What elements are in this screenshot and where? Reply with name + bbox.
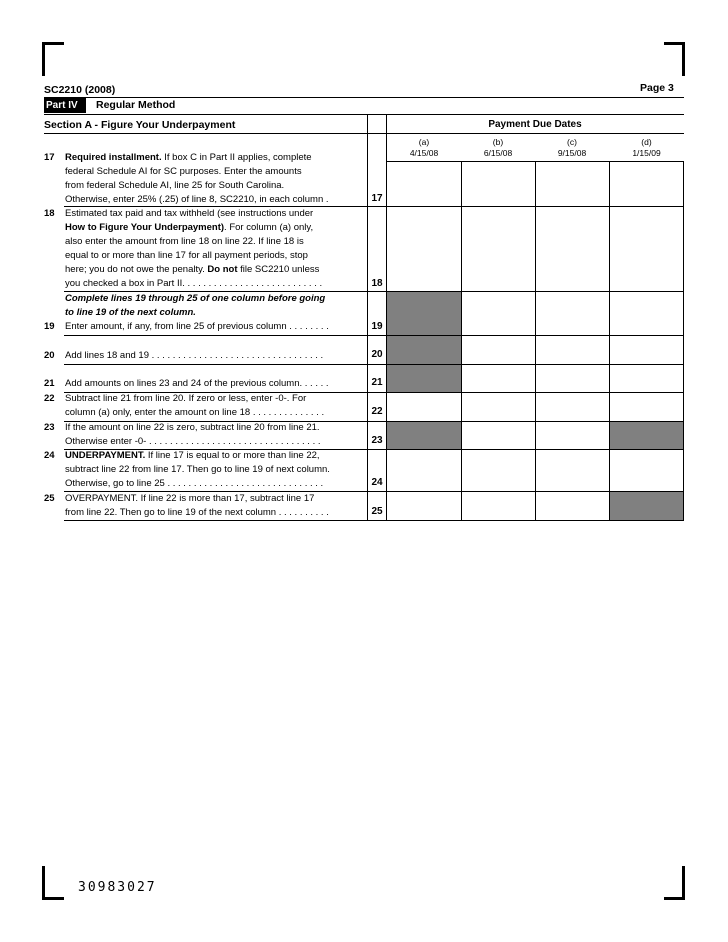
line-24-col-b[interactable]: [461, 449, 536, 492]
box-number: 24: [371, 477, 383, 488]
line-18-col-b[interactable]: [461, 206, 536, 292]
line-20-col-a-shaded: [386, 335, 462, 365]
line-number: 25: [44, 493, 55, 504]
column-header-c: [535, 137, 609, 159]
column-date: 9/15/08: [557, 148, 587, 158]
line-18-col-d[interactable]: [609, 206, 684, 292]
line-21-col-a-shaded: [386, 364, 462, 393]
line-18-text-5a: here; you do not owe the penalty.: [65, 264, 208, 275]
row-rule: [64, 364, 387, 365]
payment-due-dates-label: Payment Due Dates: [488, 119, 582, 130]
line-number: 17: [44, 152, 55, 163]
line-19-col-a-shaded: [386, 291, 462, 336]
line-18-bold-5: Do not: [207, 264, 238, 275]
line-18-text-1: Estimated tax paid and tax withheld (see instructions under: [65, 208, 314, 219]
line-18-text-6: you checked a box in Part II. . . . . . . . . . . . . . . . . . . . . . . . . . .: [65, 278, 323, 289]
line-23-col-d-shaded: [609, 421, 684, 450]
line-24-col-a[interactable]: [386, 449, 462, 492]
row-rule: [64, 335, 387, 336]
line-number: 21: [44, 378, 55, 389]
line-18-text-3: also enter the amount from line 18 on line 22. If line 18 is: [65, 236, 304, 247]
line-number: 19: [44, 321, 55, 332]
column-date: 4/15/08: [409, 148, 439, 158]
line-18-bold-2: How to Figure Your Underpayment): [65, 222, 225, 233]
line-24-col-d[interactable]: [609, 449, 684, 492]
note-line-1: Complete lines 19 through 25 of one column before going: [65, 293, 326, 304]
line-25-text-1: OVERPAYMENT. If line 22 is more than 17, subtract line 17: [65, 493, 315, 504]
line-18-text: [65, 207, 365, 291]
box-column-left-rule: [367, 114, 368, 521]
line-23-col-c[interactable]: [535, 421, 610, 450]
line-18-col-c[interactable]: [535, 206, 610, 292]
crop-mark-top-right: [682, 42, 685, 76]
line-21-col-c[interactable]: [535, 364, 610, 393]
column-header-a: [387, 137, 461, 159]
section-rule: [44, 133, 684, 134]
line-17-col-b[interactable]: [461, 161, 536, 207]
line-25-col-a[interactable]: [386, 491, 462, 521]
form-id: SC2210 (2008): [44, 84, 116, 96]
crop-mark-top-left: [42, 42, 45, 76]
box-number: 21: [371, 377, 383, 388]
column-letter: (b): [492, 137, 504, 147]
header-rule: [44, 97, 684, 98]
column-date: 1/15/09: [632, 148, 661, 158]
line-24-text-3: Otherwise, go to line 25 . . . . . . . . . . . . . . . . . . . . . . . . . . . . . .: [65, 478, 324, 489]
line-17-text-4: Otherwise, enter 25% (.25) of line 8, SC2210, in each column .: [65, 194, 329, 205]
line-20-text-1: Add lines 18 and 19 . . . . . . . . . . . . . . . . . . . . . . . . . . . . . . . . .: [65, 350, 324, 361]
box-number: 19: [371, 321, 383, 332]
line-20-col-b[interactable]: [461, 335, 536, 365]
line-25-col-b[interactable]: [461, 491, 536, 521]
crop-mark-bottom-left: [42, 897, 64, 900]
line-17-text: [65, 151, 365, 207]
line-23-col-a-shaded: [386, 421, 462, 450]
line-19-col-b[interactable]: [461, 291, 536, 336]
line-number: 18: [44, 208, 55, 219]
line-22-col-b[interactable]: [461, 392, 536, 422]
line-21-text: [65, 377, 365, 391]
crop-mark-bottom-right: [682, 866, 685, 900]
line-25-col-c[interactable]: [535, 491, 610, 521]
box-number: 25: [371, 506, 383, 517]
line-19-col-c[interactable]: [535, 291, 610, 336]
page-label: Page 3: [640, 82, 674, 94]
line-17-text-3: from federal Schedule AI, line 25 for South Carolina.: [65, 180, 285, 191]
line-17-title: Required installment.: [65, 152, 162, 163]
line-20-text: [65, 349, 365, 363]
line-19-text: [65, 320, 365, 334]
line-22-text-2: column (a) only, enter the amount on line 18 . . . . . . . . . . . . . .: [65, 407, 325, 418]
line-25-text: [65, 492, 365, 520]
line-22-col-d[interactable]: [609, 392, 684, 422]
box-number: 23: [371, 435, 383, 446]
line-22-col-c[interactable]: [535, 392, 610, 422]
column-instruction-note: [65, 292, 365, 320]
line-17-col-d[interactable]: [609, 161, 684, 207]
column-letter: (d): [641, 137, 652, 147]
line-22-text-1: Subtract line 21 from line 20. If zero or less, enter -0-. For: [65, 393, 307, 404]
column-header-d: [609, 137, 684, 159]
line-24-text: [65, 449, 365, 491]
crop-mark-bottom-left: [42, 866, 45, 900]
crop-mark-bottom-right: [664, 897, 685, 900]
section-title: Section A - Figure Your Underpayment: [44, 119, 236, 131]
line-17-col-a[interactable]: [386, 161, 462, 207]
line-23-text: [65, 421, 365, 449]
line-22-text: [65, 392, 365, 420]
line-19-col-d[interactable]: [609, 291, 684, 336]
line-24-text-1: If line 17 is equal to or more than line 22,: [145, 450, 320, 461]
line-23-text-2: Otherwise enter -0- . . . . . . . . . . . . . . . . . . . . . . . . . . . . . . . . .: [65, 436, 321, 447]
line-24-bold-1: UNDERPAYMENT.: [65, 450, 146, 461]
box-number: 22: [371, 406, 383, 417]
line-21-col-b[interactable]: [461, 364, 536, 393]
box-number: 18: [371, 278, 383, 289]
line-22-col-a[interactable]: [386, 392, 462, 422]
line-number: 22: [44, 393, 55, 404]
crop-mark-top-right: [664, 42, 685, 45]
line-25-text-2: from line 22. Then go to line 19 of the next column . . . . . . . . . .: [65, 507, 329, 518]
line-17-text-1: If box C in Part II applies, complete: [161, 152, 312, 163]
box-number: 17: [371, 193, 383, 204]
part-badge: Part IV: [44, 98, 86, 113]
line-20-col-d[interactable]: [609, 335, 684, 365]
line-17-col-c[interactable]: [535, 161, 610, 207]
line-23-text-1: If the amount on line 22 is zero, subtract line 20 from line 21.: [65, 422, 320, 433]
column-header-b: [461, 137, 535, 159]
line-21-col-d[interactable]: [609, 364, 684, 393]
line-24-col-c[interactable]: [535, 449, 610, 492]
line-18-text-4: equal to or more than line 17 for all payment periods, stop: [65, 250, 308, 261]
line-18-col-a[interactable]: [386, 206, 462, 292]
line-18-text-5b: file SC2210 unless: [237, 264, 320, 275]
barcode-number: 30983027: [78, 880, 157, 895]
column-date: 6/15/08: [483, 148, 513, 158]
box-number: 20: [371, 349, 383, 360]
line-number: 20: [44, 350, 55, 361]
part-rule: [44, 114, 684, 115]
line-21-text-1: Add amounts on lines 23 and 24 of the previous column. . . . . .: [65, 378, 329, 389]
line-23-col-b[interactable]: [461, 421, 536, 450]
line-number: 23: [44, 422, 55, 433]
crop-mark-top-left: [42, 42, 64, 45]
line-19-text-1: Enter amount, if any, from line 25 of previous column . . . . . . . .: [65, 321, 329, 332]
line-17-text-2: federal Schedule AI for SC purposes. Enter the amounts: [65, 166, 302, 177]
column-letter: (c): [567, 137, 577, 147]
line-20-col-c[interactable]: [535, 335, 610, 365]
line-25-col-d-shaded: [609, 491, 684, 521]
line-24-text-2: subtract line 22 from line 17. Then go to line 19 of next column.: [65, 464, 330, 475]
line-number: 24: [44, 450, 55, 461]
row-rule: [64, 520, 387, 521]
note-line-2: to line 19 of the next column.: [65, 307, 196, 318]
part-title: Regular Method: [96, 99, 176, 111]
line-18-text-2: . For column (a) only,: [224, 222, 314, 233]
column-letter: (a): [418, 137, 430, 147]
